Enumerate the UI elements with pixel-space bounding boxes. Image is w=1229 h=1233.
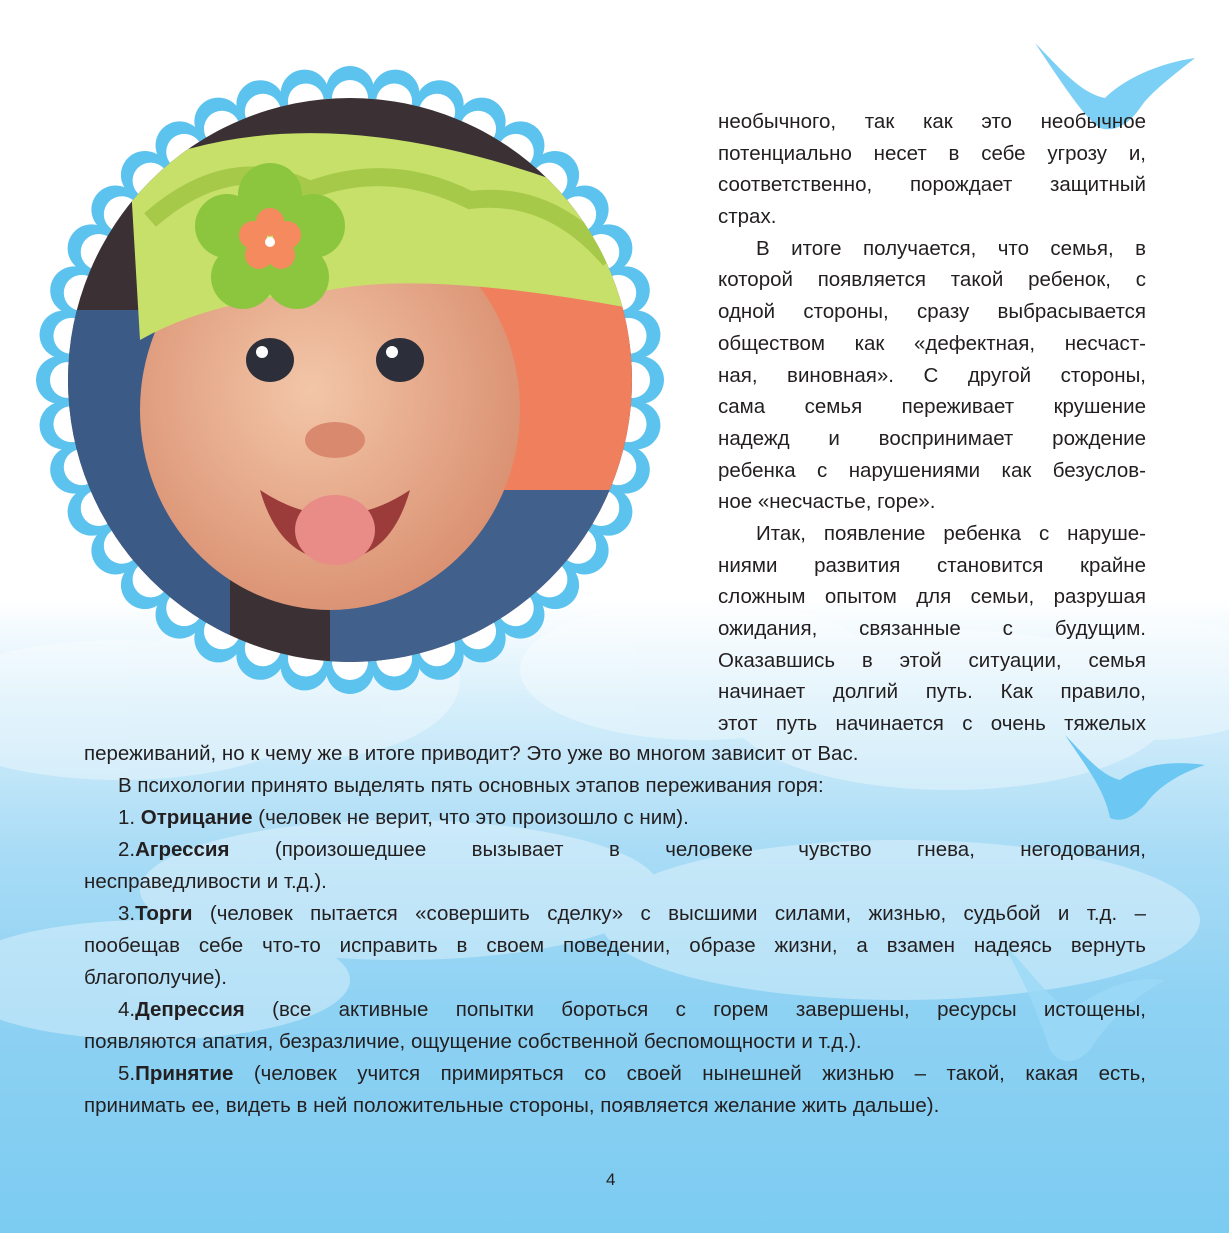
baby-photo — [30, 60, 670, 700]
stage-line — [84, 834, 1146, 866]
paragraph-line: сложным опытом для семьи, разрушая — [718, 585, 1146, 609]
stage-line: несправедливости и т.д.). — [84, 870, 327, 893]
paragraph-line: этот путь начинается с очень тяжелых — [718, 712, 1146, 736]
paragraph-line: В итоге получается, что семья, в — [756, 236, 1146, 260]
paragraph-line: которой появляется такой ребенок, с — [718, 268, 1146, 292]
right-column-text — [718, 106, 1146, 740]
stage-number: 1. — [118, 806, 141, 829]
stage-line — [84, 994, 1146, 1026]
stage-number: 5. — [118, 1062, 136, 1085]
stage-term: Агрессия — [135, 838, 230, 861]
stage-description: (все активные попытки бороться с горем завершены, ресурсы истощены, — [244, 998, 1146, 1021]
stage-term: Отрицание — [140, 806, 253, 829]
paragraph-line: обществом как «дефектная, несчаст- — [718, 331, 1146, 355]
stage-line: пообещав себе что-то исправить в своем поведении, образе жизни, а взамен надеясь вернуть — [84, 934, 1146, 957]
stage-number: 2. — [118, 838, 136, 861]
paragraph-line: ниями развития становится крайне — [718, 553, 1146, 577]
paragraph-line: Итак, появление ребенка с наруше- — [756, 521, 1146, 545]
paragraph-line: ное «несчастье, горе». — [718, 490, 936, 514]
stage-line — [84, 802, 1146, 834]
stage-number: 4. — [118, 998, 136, 1021]
paragraph-line: одной стороны, сразу выбрасывается — [718, 300, 1146, 324]
paragraph-line: сама семья переживает крушение — [718, 395, 1146, 419]
stage-term: Принятие — [135, 1062, 234, 1085]
paragraph-line: начинает долгий путь. Как правило, — [718, 680, 1146, 704]
paragraph-line: Оказавшись в этой ситуации, семья — [718, 648, 1146, 672]
paragraph-line: переживаний, но к чему же в итоге приводит? Это уже во многом зависит от Вас. — [84, 742, 859, 765]
paragraph-line: ожидания, связанные с будущим. — [718, 617, 1146, 640]
stage-line: благополучие). — [84, 966, 227, 989]
main-text — [84, 738, 1146, 1122]
stage-description: (человек пытается «совершить сделку» с высшими силами, жизнью, судьбой и т.д. – — [192, 902, 1146, 925]
paragraph-line: страх. — [718, 205, 777, 229]
paragraph-line: ная, виновная». С другой стороны, — [718, 363, 1146, 387]
paragraph-line: соответственно, порождает защитный — [718, 173, 1146, 197]
paragraph-line: потенциально несет в себе угрозу и, — [718, 141, 1146, 165]
stage-term: Депрессия — [135, 998, 245, 1021]
stage-description: (произошедшее вызывает в человеке чувство гнева, негодования, — [229, 838, 1146, 861]
stage-line — [84, 1058, 1146, 1090]
page-number: 4 — [606, 1170, 616, 1189]
paragraph-line: необычного, так как это необычное — [718, 110, 1146, 133]
paragraph-line: надежд и воспринимает рождение — [718, 426, 1146, 450]
paragraph-line: В психологии принято выделять пять основных этапов переживания горя: — [118, 774, 824, 797]
stage-number: 3. — [118, 902, 136, 925]
stage-description: (человек учится примиряться со своей нынешней жизнью – такой, какая есть, — [233, 1062, 1146, 1085]
stage-line: появляются апатия, безразличие, ощущение собственной беспомощности и т.д.). — [84, 1030, 862, 1053]
stage-description: (человек не верит, что это произошло с ним). — [252, 806, 689, 829]
stage-line — [84, 898, 1146, 930]
stage-term: Торги — [135, 902, 193, 925]
paragraph-line: ребенка с нарушениями как безуслов- — [718, 458, 1146, 482]
stage-line: принимать ее, видеть в ней положительные стороны, появляется желание жить дальше). — [84, 1094, 940, 1117]
